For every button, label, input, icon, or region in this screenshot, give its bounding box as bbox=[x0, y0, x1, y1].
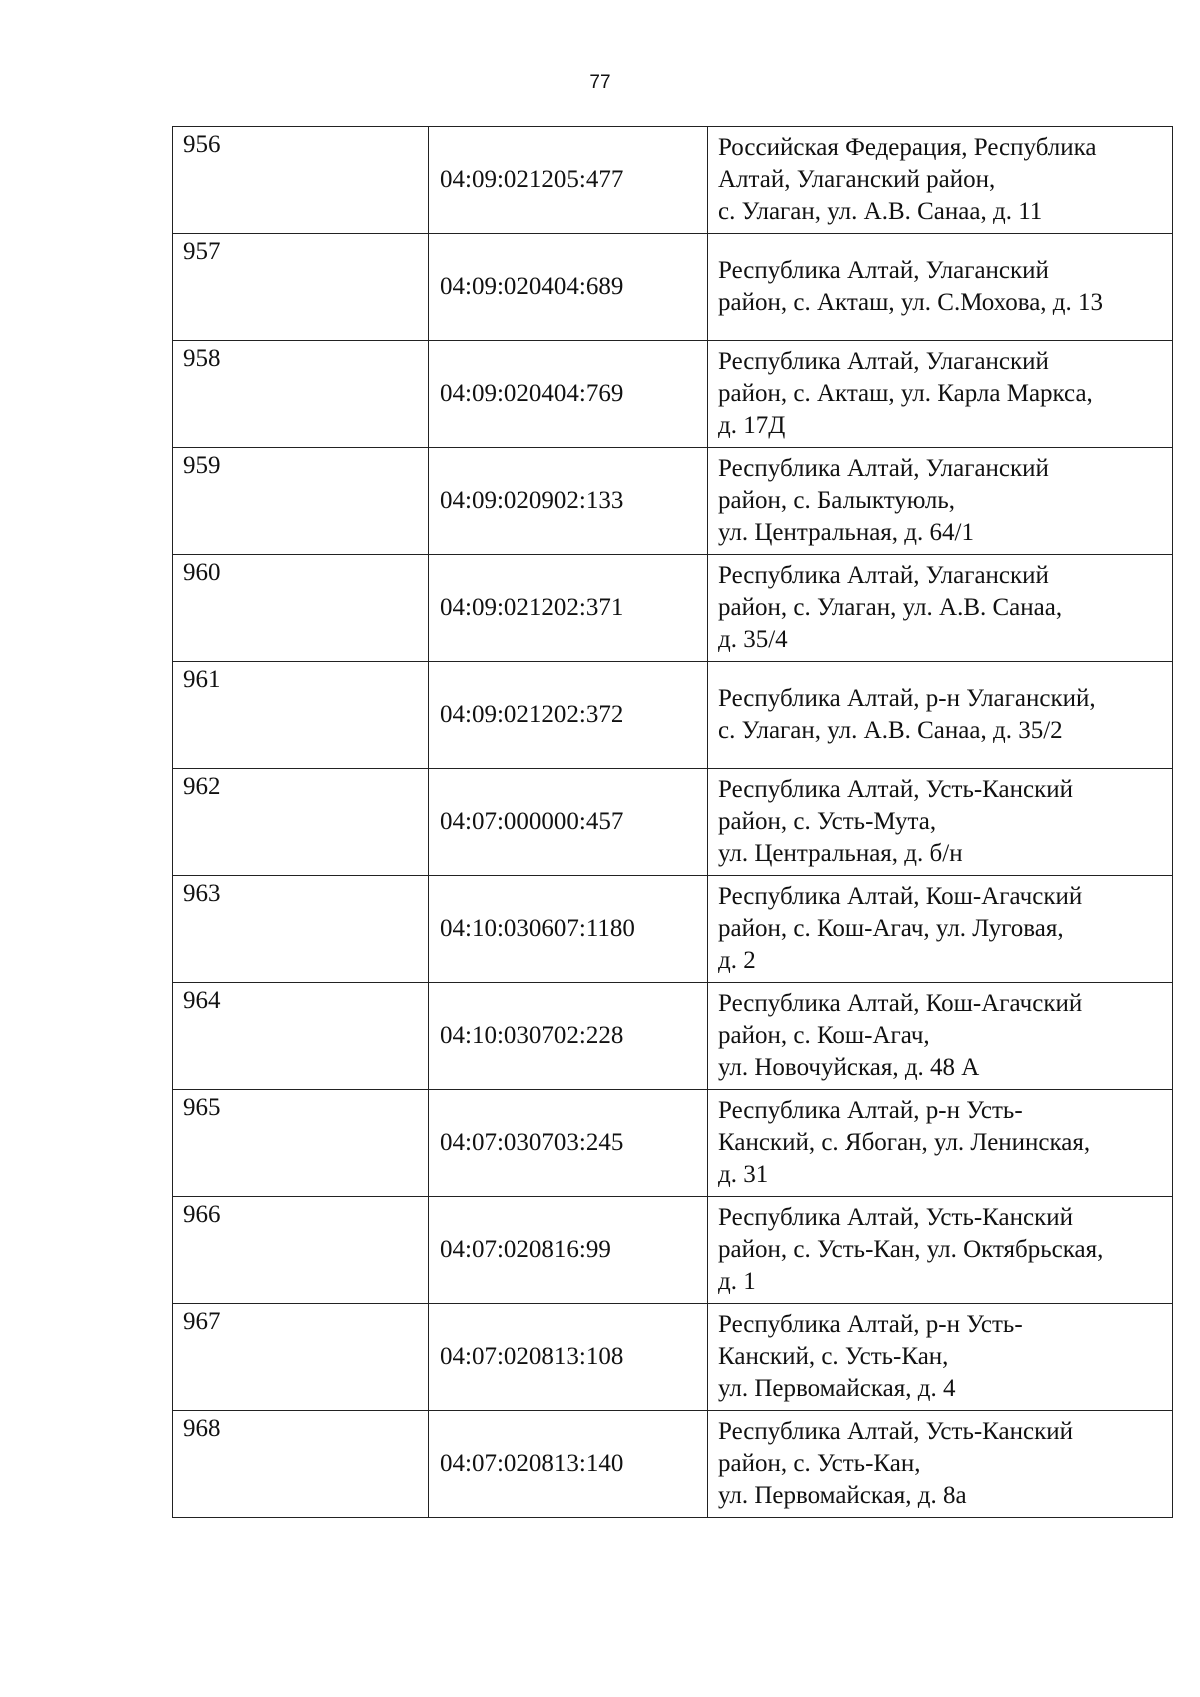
address-line: Республика Алтай, Кош-Агачский bbox=[718, 990, 1083, 1017]
cadastral-number: 04:09:020404:689 bbox=[440, 273, 624, 300]
row-number: 956 bbox=[183, 131, 221, 158]
row-number-cell bbox=[173, 1090, 429, 1197]
row-number: 965 bbox=[183, 1094, 221, 1121]
row-number-cell bbox=[173, 1197, 429, 1304]
table-row bbox=[173, 983, 1173, 1090]
address-line: район, с. Усть-Мута, bbox=[718, 808, 937, 835]
row-number: 967 bbox=[183, 1308, 221, 1335]
cadastral-number-cell bbox=[429, 876, 708, 983]
address-line: ул. Центральная, д. 64/1 bbox=[718, 519, 974, 546]
address-line: д. 31 bbox=[718, 1161, 769, 1188]
address-line: Российская Федерация, Республика bbox=[718, 134, 1097, 161]
row-number: 958 bbox=[183, 345, 221, 372]
row-number: 957 bbox=[183, 238, 221, 265]
row-number-cell bbox=[173, 555, 429, 662]
table-row bbox=[173, 448, 1173, 555]
cadastral-number-cell bbox=[429, 234, 708, 341]
table-row bbox=[173, 1197, 1173, 1304]
cadastral-number-cell bbox=[429, 983, 708, 1090]
row-number-cell bbox=[173, 876, 429, 983]
row-number-cell bbox=[173, 662, 429, 769]
cadastral-number: 04:10:030607:1180 bbox=[440, 915, 635, 942]
cadastral-number: 04:07:030703:245 bbox=[440, 1129, 624, 1156]
row-number-cell bbox=[173, 234, 429, 341]
row-number: 962 bbox=[183, 773, 221, 800]
row-number-cell bbox=[173, 341, 429, 448]
address-line: ул. Новочуйская, д. 48 А bbox=[718, 1054, 980, 1081]
cadastral-number-cell bbox=[429, 555, 708, 662]
table-row bbox=[173, 555, 1173, 662]
cadastral-number: 04:10:030702:228 bbox=[440, 1022, 624, 1049]
row-number-cell bbox=[173, 448, 429, 555]
address-line: д. 2 bbox=[718, 947, 756, 974]
row-number: 960 bbox=[183, 559, 221, 586]
table-row bbox=[173, 662, 1173, 769]
row-number: 964 bbox=[183, 987, 221, 1014]
address-cell bbox=[708, 769, 1173, 876]
address-line: Республика Алтай, Улаганский bbox=[718, 562, 1049, 589]
cadastral-number-cell bbox=[429, 662, 708, 769]
table-row bbox=[173, 1090, 1173, 1197]
address-line: ул. Первомайская, д. 8а bbox=[718, 1482, 967, 1509]
address-cell bbox=[708, 1090, 1173, 1197]
cadastral-number: 04:09:020902:133 bbox=[440, 487, 624, 514]
cadastral-number-cell bbox=[429, 127, 708, 234]
address-line: Республика Алтай, Улаганский bbox=[718, 348, 1049, 375]
cadastral-number: 04:09:021202:372 bbox=[440, 701, 624, 728]
address-line: с. Улаган, ул. А.В. Санаа, д. 11 bbox=[718, 198, 1043, 225]
address-cell bbox=[708, 448, 1173, 555]
table-row bbox=[173, 127, 1173, 234]
table-row bbox=[173, 769, 1173, 876]
address-line: район, с. Усть-Кан, ул. Октябрьская, bbox=[718, 1236, 1104, 1263]
address-line: Республика Алтай, р-н Улаганский, bbox=[718, 685, 1096, 712]
address-cell bbox=[708, 983, 1173, 1090]
address-line: д. 17Д bbox=[718, 412, 786, 439]
address-line: район, с. Кош-Агач, ул. Луговая, bbox=[718, 915, 1064, 942]
cadastral-number-cell bbox=[429, 769, 708, 876]
address-line: д. 35/4 bbox=[718, 626, 788, 653]
address-cell bbox=[708, 127, 1173, 234]
address-line: Республика Алтай, Улаганский bbox=[718, 455, 1049, 482]
cadastral-number-cell bbox=[429, 341, 708, 448]
address-line: район, с. Балыктуюль, bbox=[718, 487, 955, 514]
row-number: 959 bbox=[183, 452, 221, 479]
address-line: район, с. Акташ, ул. С.Мохова, д. 13 bbox=[718, 289, 1104, 316]
row-number-cell bbox=[173, 1411, 429, 1518]
cadastral-number: 04:07:000000:457 bbox=[440, 808, 624, 835]
table-row bbox=[173, 876, 1173, 983]
cadastral-number: 04:09:021202:371 bbox=[440, 594, 624, 621]
cadastral-number: 04:09:020404:769 bbox=[440, 380, 624, 407]
row-number-cell bbox=[173, 769, 429, 876]
row-number: 966 bbox=[183, 1201, 221, 1228]
row-number-cell bbox=[173, 1304, 429, 1411]
address-line: ул. Центральная, д. б/н bbox=[718, 840, 963, 867]
address-line: Республика Алтай, Усть-Канский bbox=[718, 1418, 1074, 1445]
registry-table bbox=[172, 126, 1173, 1518]
row-number: 961 bbox=[183, 666, 221, 693]
table-row bbox=[173, 1411, 1173, 1518]
address-cell bbox=[708, 234, 1173, 341]
row-number: 963 bbox=[183, 880, 221, 907]
address-line: район, с. Улаган, ул. А.В. Санаа, bbox=[718, 594, 1063, 621]
address-cell bbox=[708, 1197, 1173, 1304]
address-line: Республика Алтай, Усть-Канский bbox=[718, 776, 1074, 803]
address-line: Республика Алтай, р-н Усть- bbox=[718, 1311, 1023, 1338]
address-cell bbox=[708, 555, 1173, 662]
address-cell bbox=[708, 1304, 1173, 1411]
address-line: д. 1 bbox=[718, 1268, 756, 1295]
row-number-cell bbox=[173, 127, 429, 234]
cadastral-number-cell bbox=[429, 1411, 708, 1518]
address-line: район, с. Кош-Агач, bbox=[718, 1022, 930, 1049]
address-line: Алтай, Улаганский район, bbox=[718, 166, 996, 193]
address-cell bbox=[708, 1411, 1173, 1518]
row-number: 968 bbox=[183, 1415, 221, 1442]
address-line: Канский, с. Ябоган, ул. Ленинская, bbox=[718, 1129, 1091, 1156]
cadastral-number-cell bbox=[429, 1090, 708, 1197]
address-line: Канский, с. Усть-Кан, bbox=[718, 1343, 949, 1370]
address-line: с. Улаган, ул. А.В. Санаа, д. 35/2 bbox=[718, 717, 1063, 744]
address-line: Республика Алтай, Усть-Канский bbox=[718, 1204, 1074, 1231]
cadastral-number-cell bbox=[429, 448, 708, 555]
address-line: Республика Алтай, Улаганский bbox=[718, 257, 1049, 284]
address-cell bbox=[708, 876, 1173, 983]
cadastral-number: 04:07:020816:99 bbox=[440, 1236, 611, 1263]
address-line: район, с. Акташ, ул. Карла Маркса, bbox=[718, 380, 1093, 407]
row-number-cell bbox=[173, 983, 429, 1090]
cadastral-number-cell bbox=[429, 1304, 708, 1411]
registry-table-body bbox=[173, 127, 1173, 1518]
cadastral-number-cell bbox=[429, 1197, 708, 1304]
table-row bbox=[173, 1304, 1173, 1411]
table-row bbox=[173, 234, 1173, 341]
address-line: Республика Алтай, р-н Усть- bbox=[718, 1097, 1023, 1124]
cadastral-number: 04:07:020813:108 bbox=[440, 1343, 624, 1370]
cadastral-number: 04:07:020813:140 bbox=[440, 1450, 624, 1477]
address-cell bbox=[708, 662, 1173, 769]
page-number: 77 bbox=[589, 72, 611, 93]
cadastral-number: 04:09:021205:477 bbox=[440, 166, 624, 193]
table-row bbox=[173, 341, 1173, 448]
address-line: ул. Первомайская, д. 4 bbox=[718, 1375, 956, 1402]
address-line: район, с. Усть-Кан, bbox=[718, 1450, 921, 1477]
address-cell bbox=[708, 341, 1173, 448]
address-line: Республика Алтай, Кош-Агачский bbox=[718, 883, 1083, 910]
